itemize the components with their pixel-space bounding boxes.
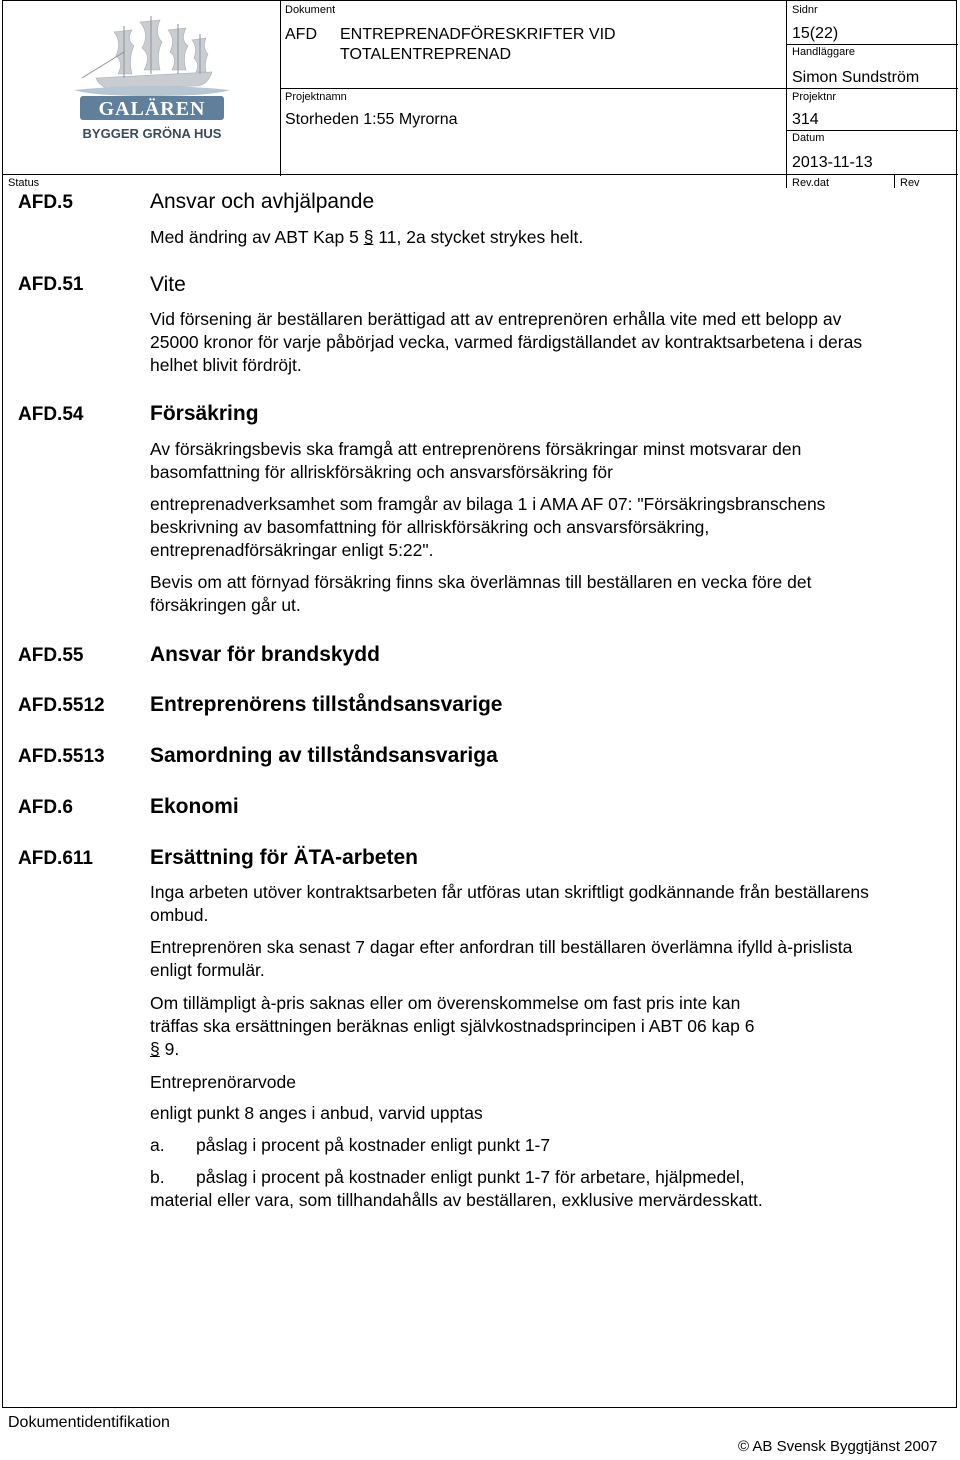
section-title-afd5513: Samordning av tillståndsansvariga — [150, 744, 498, 767]
section-title-afd5512: Entreprenörens tillståndsansvarige — [150, 693, 503, 716]
header-rule-handler — [786, 44, 958, 45]
section-title-afd611: Ersättning för ÄTA-arbeten — [150, 846, 418, 869]
copyright-icon: © — [738, 1438, 750, 1455]
paragraph-sign-icon: § — [150, 1039, 160, 1059]
section-code-afd54: AFD.54 — [18, 404, 84, 425]
copyright-text: AB Svensk Byggtjänst 2007 — [752, 1438, 938, 1455]
section-text-afd5 — [150, 226, 890, 249]
afd611-p3-line3-text: 9. — [164, 1039, 180, 1059]
section-code-afd51: AFD.51 — [18, 274, 84, 295]
document-title-line1: ENTREPRENADFÖRESKRIFTER VID — [340, 26, 616, 43]
section-text-afd54-3: Bevis om att förnyad försäkring finns ska överlämnas till beställaren en vecka före det försäkringen går ut. — [150, 572, 812, 615]
header-rule-projectnr — [786, 88, 958, 89]
project-number-label: Projektnr — [792, 91, 837, 103]
document-id-label: Dokumentidentifikation — [8, 1414, 170, 1431]
section-title-afd55: Ansvar för brandskydd — [150, 643, 380, 666]
abt-reference-rest: 11, 2a stycket strykes helt. — [378, 227, 584, 247]
section-code-afd55: AFD.55 — [18, 645, 84, 666]
section-title-afd6: Ekonomi — [150, 795, 239, 818]
copyright-notice — [738, 1437, 938, 1457]
afd611-p3-line3 — [150, 1038, 890, 1061]
header-rule-project — [280, 88, 786, 89]
section-text-afd611-5: enligt punkt 8 anges i anbud, varvid upptas — [150, 1103, 483, 1123]
section-text-afd51: Vid försening är beställaren berättigad att av entreprenören erhålla vite med ett belopp av 25000 kronor för varje påbörjad vecka, varmed färdigställandet av kontraktsarbetena i deras helhet blivit fördröjt. — [150, 309, 863, 375]
revision-label: Rev — [900, 177, 920, 189]
ship-icon — [62, 12, 242, 148]
paragraph-sign-icon: § — [363, 227, 374, 247]
list-item-b-line1 — [150, 1166, 890, 1189]
date-label: Datum — [792, 132, 825, 144]
section-text-afd611-2: Entreprenören ska senast 7 dagar efter anfordran till beställaren överlämna ifylld à-prislista enligt formulär. — [150, 937, 853, 980]
revision-date-label: Rev.dat — [792, 177, 830, 189]
list-text-a: påslag i procent på kostnader enligt punkt 1-7 — [196, 1135, 551, 1155]
section-code-afd611: AFD.611 — [18, 848, 93, 869]
header-rule-status — [2, 174, 958, 175]
afd611-p3-line2-text: träffas ska ersättningen beräknas enligt självkostnadsprincipen i ABT 06 kap 6 — [150, 1016, 755, 1036]
section-text-afd611-4: Entreprenörarvode — [150, 1072, 296, 1092]
document-code: AFD — [285, 26, 317, 43]
afd611-p3-line2 — [150, 1015, 890, 1038]
section-text-afd611-3 — [150, 992, 890, 1061]
section-text-afd611-1: Inga arbeten utöver kontraktsarbeten får utföras utan skriftligt godkännande från beställarens ombud. — [150, 882, 869, 925]
project-number: 314 — [792, 111, 819, 128]
page-number-label: Sidnr — [792, 4, 818, 16]
header-divider-rev — [894, 174, 895, 188]
project-name: Storheden 1:55 Myrorna — [285, 111, 458, 128]
list-marker-a: a. — [150, 1135, 165, 1155]
header-rule-date — [786, 130, 958, 131]
galaren-logo — [62, 12, 242, 148]
handler-name: Simon Sundström — [792, 69, 920, 86]
handler-label: Handläggare — [792, 46, 855, 58]
document-title-line2: TOTALENTREPRENAD — [340, 46, 511, 63]
document-label: Dokument — [285, 4, 336, 16]
list-item-b-line2: material eller vara, som tillhandahålls av beställaren, exklusive mervärdesskatt. — [150, 1190, 763, 1210]
project-name-label: Projektnamn — [285, 91, 347, 103]
section-text-afd54-1: Av försäkringsbevis ska framgå att entreprenörens försäkringar minst motsvarar den basomfattning för allriskförsäkring och ansvarsförsäkring för — [150, 439, 802, 482]
status-label: Status — [8, 177, 40, 189]
list-marker-b: b. — [150, 1167, 165, 1187]
section-title-afd51: Vite — [150, 273, 186, 296]
list-item-a — [150, 1134, 890, 1157]
logo-brand: GALÄREN — [98, 98, 206, 120]
document-date: 2013-11-13 — [792, 154, 873, 171]
afd611-p3-line1: Om tillämpligt à-pris saknas eller om överenskommelse om fast pris inte kan — [150, 993, 741, 1013]
section-code-afd5: AFD.5 — [18, 192, 73, 213]
section-code-afd5513: AFD.5513 — [18, 746, 105, 767]
section-code-afd5512: AFD.5512 — [18, 695, 105, 716]
header-divider-right — [786, 0, 787, 188]
section-text-afd54-2: entreprenadverksamhet som framgår av bilaga 1 i AMA AF 07: "Försäkringsbranschens beskrivning av basomfattning för allriskförsäkring och ansvarsförsäkring, entreprenadförsäkringar enligt 5:22". — [150, 494, 826, 560]
logo-tagline: BYGGER GRÖNA HUS — [82, 126, 222, 141]
page-number: 15(22) — [792, 25, 839, 42]
section-title-afd54: Försäkring — [150, 402, 259, 425]
abt-reference: Med ändring av ABT Kap 5 — [150, 227, 359, 247]
list-item-b — [150, 1166, 890, 1212]
section-title-afd5: Ansvar och avhjälpande — [150, 190, 375, 213]
list-text-b: påslag i procent på kostnader enligt punkt 1-7 för arbetare, hjälpmedel, — [196, 1167, 745, 1187]
section-code-afd6: AFD.6 — [18, 797, 73, 818]
